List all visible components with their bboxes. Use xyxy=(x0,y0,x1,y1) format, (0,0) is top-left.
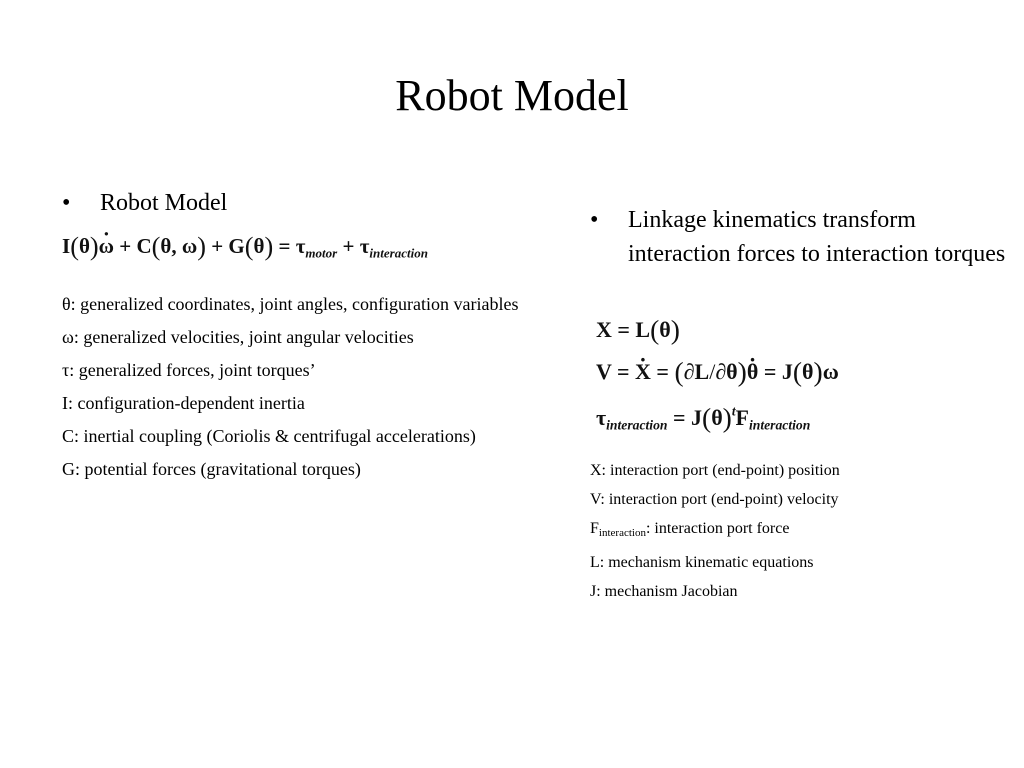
definition-potential: G: potential forces (gravitational torques) xyxy=(62,459,361,479)
force-interaction-subscript: interaction xyxy=(748,417,811,433)
definition-l: L: mechanism kinematic equations xyxy=(590,554,814,571)
definition-x: X: interaction port (end-point) position xyxy=(590,462,840,479)
left-definitions xyxy=(62,288,557,486)
velocity-equation: V = · X = (∂L/∂θ)· θ = J(θ)ω xyxy=(596,356,839,388)
torque-equation: $\tau_{interaction} = J(\theta)^tF_{interaction}$ xyxy=(596,402,811,433)
position-equation: X = L(θ) xyxy=(596,314,680,345)
robot-dynamics-equation: I(θ)· ω + C(θ, $\omega) + G(\theta) = \tau_{motor} + \tau_{interaction}$ xyxy=(62,232,428,262)
bullet-dot: • xyxy=(590,207,599,233)
f-symbol: F xyxy=(590,520,599,537)
definition-omega: ω: generalized velocities, joint angular velocities xyxy=(62,327,414,347)
definition-v: V: interaction port (end-point) velocity xyxy=(590,491,839,508)
tau-motor-subscript: motor xyxy=(305,245,338,261)
definition-j: J: mechanism Jacobian xyxy=(590,583,738,600)
slide-title: Robot Model xyxy=(395,71,629,120)
f-description: : interaction port force xyxy=(645,520,790,537)
tau-interaction-subscript: interaction xyxy=(369,245,428,261)
left-bullet xyxy=(62,186,542,220)
definition-theta: θ: generalized coordinates, joint angles, configuration variables xyxy=(62,294,519,314)
definition-coupling: C: inertial coupling (Coriolis & centrifugal accelerations) xyxy=(62,426,476,446)
definition-tau: τ: generalized forces, joint torques’ xyxy=(62,360,316,380)
definition-inertia: I: configuration-dependent inertia xyxy=(62,393,305,413)
f-subscript: interaction xyxy=(598,527,646,539)
right-bullet-text: Linkage kinematics transform interaction forces to interaction torques xyxy=(628,207,1006,267)
right-definitions xyxy=(590,456,1010,606)
right-bullet xyxy=(590,203,1010,271)
bullet-dot: • xyxy=(62,190,71,216)
transpose-superscript: t xyxy=(731,403,736,419)
definition-f xyxy=(590,514,1010,548)
left-bullet-text: Robot Model xyxy=(100,190,228,216)
tau-interaction-subscript: interaction xyxy=(606,417,668,433)
